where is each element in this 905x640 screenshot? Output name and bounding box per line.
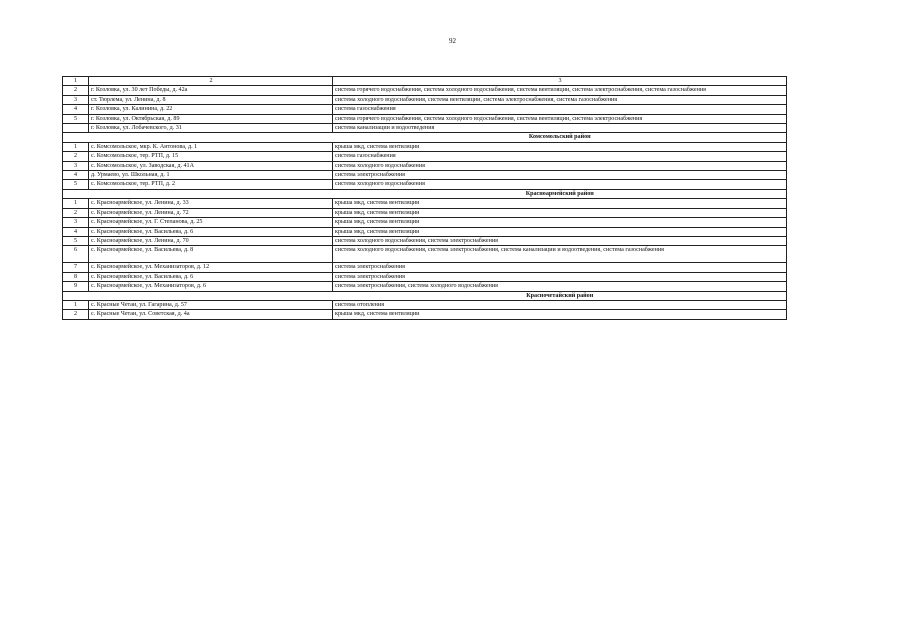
row-number: 7: [63, 263, 89, 272]
row-number: [63, 124, 89, 133]
row-address: ст. Тюрлема, ул. Ленина, д. 8: [89, 95, 333, 104]
table-row: [63, 105, 787, 114]
row-address: с. Красноармейское, ул. Васильева, д. 8: [89, 246, 333, 263]
district-spacer: [63, 133, 89, 142]
district-name: Красночетайский район: [333, 291, 787, 300]
district-heading-row: [63, 189, 787, 198]
row-systems: система холодного водоснабжения: [333, 161, 787, 170]
row-address: г. Козловка, ул. Октябрьская, д. 89: [89, 114, 333, 123]
district-spacer: [63, 291, 89, 300]
table-row: [63, 282, 787, 291]
row-number: 1: [63, 199, 89, 208]
column-header-address: 2: [89, 77, 333, 86]
row-systems: крыша мкд, система вентиляции: [333, 199, 787, 208]
table-row: [63, 171, 787, 180]
row-number: 2: [63, 86, 89, 95]
row-systems: система канализации и водоотведения: [333, 124, 787, 133]
row-systems: система электроснабжения: [333, 272, 787, 281]
column-header-number: 1: [63, 77, 89, 86]
district-spacer: [89, 291, 333, 300]
table-row: [63, 300, 787, 309]
row-number: 3: [63, 95, 89, 104]
row-number: 1: [63, 300, 89, 309]
table-row: [63, 152, 787, 161]
column-header-systems: 3: [333, 77, 787, 86]
table-row: [63, 236, 787, 245]
row-number: 2: [63, 310, 89, 319]
table-header-row: [63, 77, 787, 86]
table-row: [63, 180, 787, 189]
table-row: [63, 227, 787, 236]
table-row: [63, 246, 787, 263]
table-row: [63, 161, 787, 170]
row-address: с. Красные Четаи, ул. Гагарина, д. 57: [89, 300, 333, 309]
row-address: г. Козловка, ул. Калинина, д. 22: [89, 105, 333, 114]
row-number: 2: [63, 208, 89, 217]
row-address: с. Красноармейское, ул. Ленина, д. 33: [89, 199, 333, 208]
row-address: с. Красноармейское, ул. Васильева, д. 6: [89, 272, 333, 281]
row-address: д. Урмаево, ул. Школьная, д. 1: [89, 171, 333, 180]
row-systems: система холодного водоснабжения, система электроснабжения, система канализации и водоотведения, система газоснабжения: [333, 246, 787, 263]
row-address: с. Красные Четаи, ул. Советская, д. 4а: [89, 310, 333, 319]
district-heading-row: [63, 291, 787, 300]
row-number: 5: [63, 180, 89, 189]
row-address: с. Красноармейское, ул. Васильева, д. 6: [89, 227, 333, 236]
row-number: 3: [63, 218, 89, 227]
row-address: с. Красноармейское, ул. Механизаторов, д. 12: [89, 263, 333, 272]
row-address: с. Красноармейское, ул. Механизаторов, д. 6: [89, 282, 333, 291]
page-number: 92: [449, 37, 456, 45]
row-number: 6: [63, 246, 89, 263]
table-row: [63, 114, 787, 123]
row-number: 4: [63, 227, 89, 236]
row-number: 5: [63, 236, 89, 245]
row-number: 2: [63, 152, 89, 161]
row-address: с. Красноармейское, ул. Ленина, д. 72: [89, 208, 333, 217]
district-spacer: [89, 189, 333, 198]
row-systems: система холодного водоснабжения: [333, 180, 787, 189]
table-row: [63, 124, 787, 133]
row-address: г. Козловка, ул. 30 лет Победы, д. 42а: [89, 86, 333, 95]
table-row: [63, 208, 787, 217]
table-row: [63, 86, 787, 95]
table-row: [63, 199, 787, 208]
row-systems: система газоснабжения: [333, 152, 787, 161]
table-row: [63, 95, 787, 104]
row-systems: крыша мкд, система вентиляции: [333, 208, 787, 217]
row-systems: система отопления: [333, 300, 787, 309]
row-systems: система горячего водоснабжения, система холодного водоснабжения, система вентиляции, система электроснабжения: [333, 114, 787, 123]
row-address: с. Красноармейское, ул. Ленина, д. 70: [89, 236, 333, 245]
row-number: 1: [63, 142, 89, 151]
row-address: с. Комсомольское, мкр. К. Антонова, д. 1: [89, 142, 333, 151]
row-systems: крыша мкд, система вентиляции: [333, 310, 787, 319]
row-number: 9: [63, 282, 89, 291]
row-address: с. Красноармейское, ул. Г. Степанова, д. 25: [89, 218, 333, 227]
district-spacer: [89, 133, 333, 142]
district-name: Красноармейский район: [333, 189, 787, 198]
district-name: Комсомольский район: [333, 133, 787, 142]
row-systems: крыша мкд, система вентиляции: [333, 142, 787, 151]
table-row: [63, 272, 787, 281]
row-address: г. Козловка, ул. Лобачевского, д. 31: [89, 124, 333, 133]
row-systems: система электроснабжения: [333, 171, 787, 180]
table-row: [63, 218, 787, 227]
row-number: 4: [63, 171, 89, 180]
row-systems: система холодного водоснабжения, система электроснабжения: [333, 236, 787, 245]
row-systems: крыша мкд, система вентиляции: [333, 218, 787, 227]
row-address: с. Комсомольское, ул. Заводская, д. 41А: [89, 161, 333, 170]
registry-table: [62, 76, 787, 320]
row-systems: система электроснабжения, система холодного водоснабжения: [333, 282, 787, 291]
row-systems: система горячего водоснабжения, система холодного водоснабжения, система вентиляции, система электроснабжения, система газоснабжения: [333, 86, 787, 95]
row-systems: система холодного водоснабжения, система вентиляции, система электроснабжения, система газоснабжения: [333, 95, 787, 104]
row-number: 5: [63, 114, 89, 123]
row-number: 8: [63, 272, 89, 281]
row-systems: крыша мкд, система вентиляции: [333, 227, 787, 236]
table-row: [63, 310, 787, 319]
row-address: с. Комсомольское, тер. РТП, д. 2: [89, 180, 333, 189]
table-row: [63, 142, 787, 151]
district-spacer: [63, 189, 89, 198]
district-heading-row: [63, 133, 787, 142]
row-number: 4: [63, 105, 89, 114]
row-systems: система газоснабжения: [333, 105, 787, 114]
row-number: 3: [63, 161, 89, 170]
table-row: [63, 263, 787, 272]
row-systems: система электроснабжения: [333, 263, 787, 272]
row-address: с. Комсомольское, тер. РТП, д. 15: [89, 152, 333, 161]
